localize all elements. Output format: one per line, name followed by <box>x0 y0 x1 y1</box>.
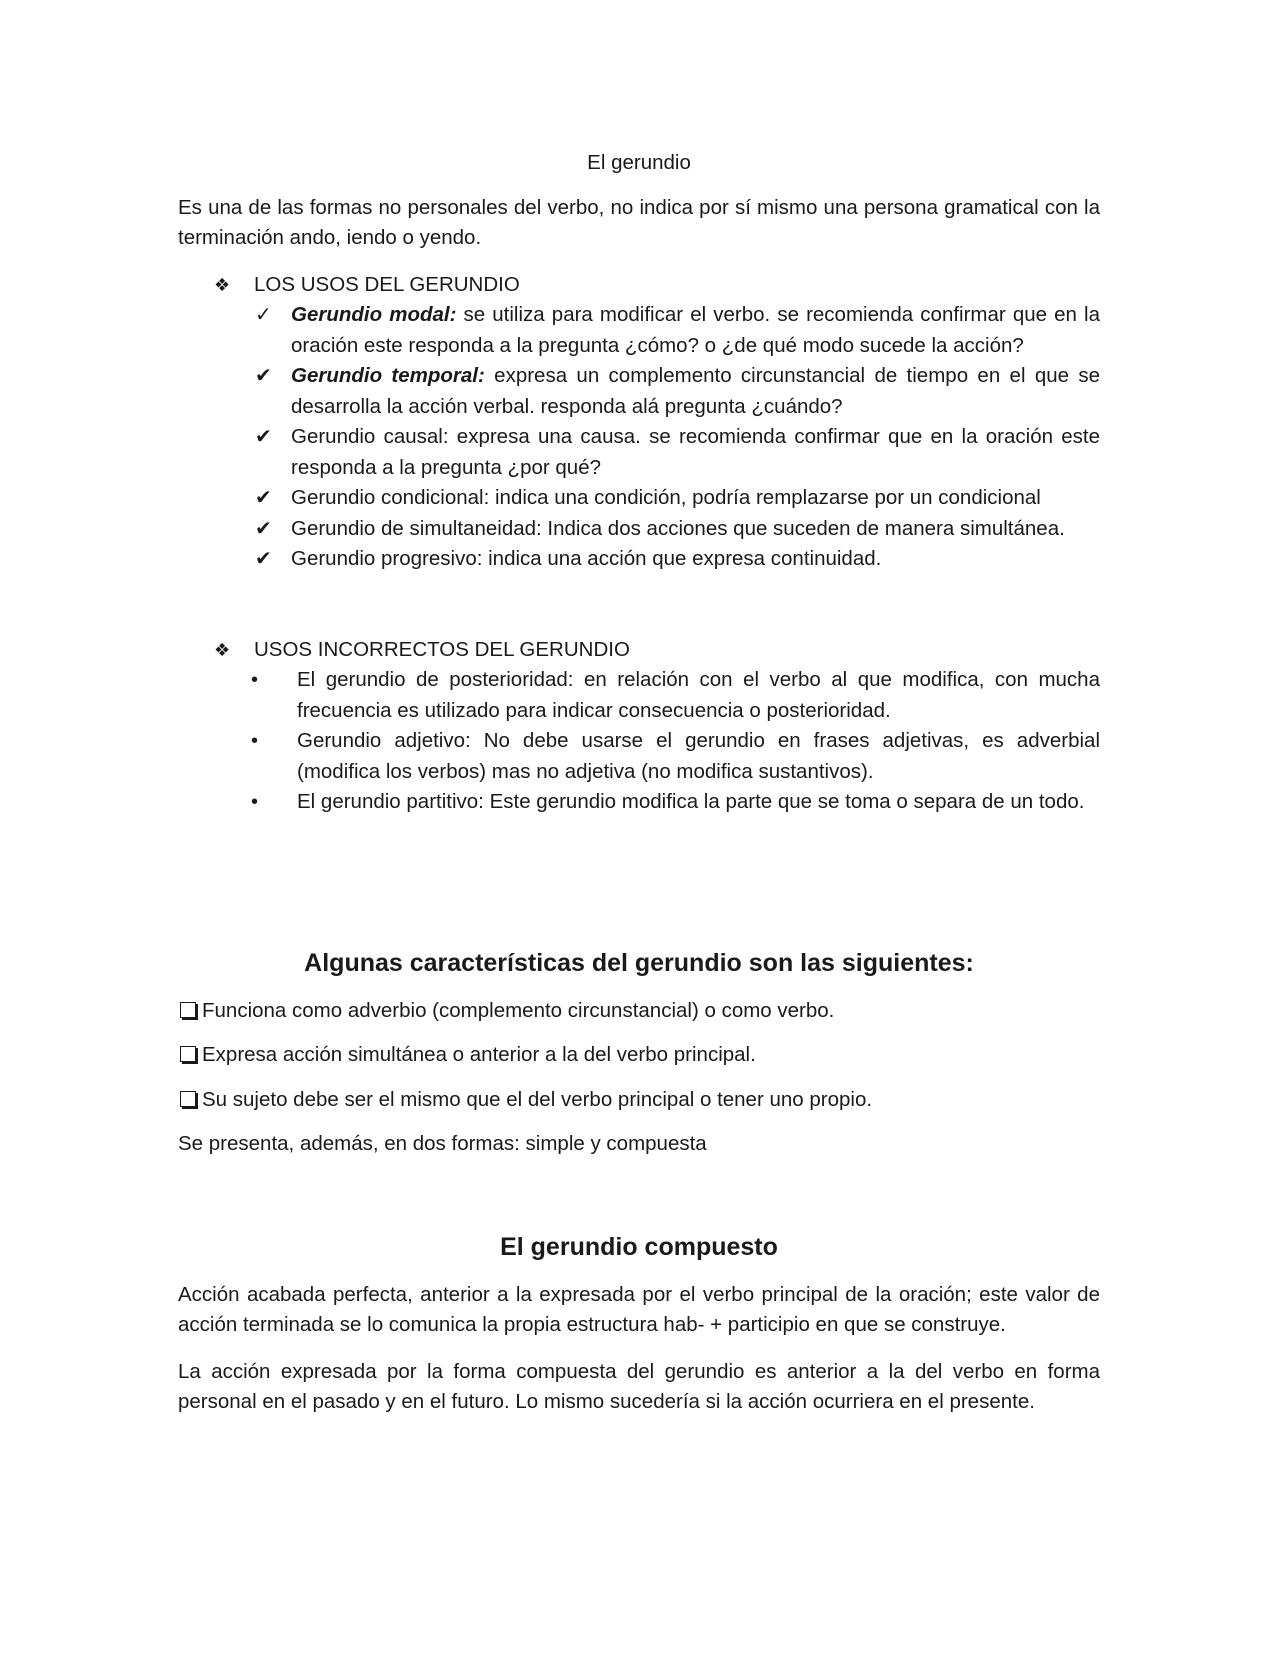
incorrectos-section <box>178 635 1100 818</box>
item-text: Expresa acción simultánea o anterior a la del verbo principal. <box>202 1043 756 1066</box>
item-text: Gerundio adjetivo: No debe usarse el gerundio en frases adjetivas, es adverbial (modifica los verbos) mas no adjetiva (no modifica sustantivos). <box>297 729 1100 783</box>
intro-paragraph: Es una de las formas no personales del verbo, no indica por sí mismo una persona gramatical con la terminación ando, iendo o yendo. <box>178 195 1100 249</box>
checkbox-icon <box>180 1091 196 1107</box>
item-text: Gerundio progresivo: indica una acción que expresa continuidad. <box>291 547 882 570</box>
compuesto-heading: El gerundio compuesto <box>500 1232 778 1261</box>
list-item <box>178 726 1100 787</box>
usos-heading: LOS USOS DEL GERUNDIO <box>254 272 520 296</box>
list-item <box>178 422 1100 483</box>
incorrectos-heading-row <box>178 635 1100 666</box>
caracteristica-item <box>178 996 1100 1027</box>
diamond-bullet-icon: ❖ <box>214 274 231 295</box>
spacer <box>178 575 1100 635</box>
list-item <box>178 483 1100 514</box>
check-icon: ✔ <box>255 487 272 509</box>
bullet-icon: • <box>251 730 259 752</box>
compuesto-paragraph: La acción expresada por la forma compuesta del gerundio es anterior a la del verbo en forma personal en el pasado y en el futuro. Lo mismo sucedería si la acción ocurriera en el presente. <box>178 1359 1100 1413</box>
check-icon: ✔ <box>255 365 272 387</box>
document-title: El gerundio <box>587 151 691 174</box>
usos-section <box>178 270 1100 575</box>
incorrectos-heading: USOS INCORRECTOS DEL GERUNDIO <box>254 637 630 661</box>
item-text: Funciona como adverbio (complemento circunstancial) o como verbo. <box>202 998 835 1022</box>
caracteristicas-heading: Algunas características del gerundio son las siguientes: <box>304 948 974 977</box>
list-item <box>178 787 1100 818</box>
bullet-icon: • <box>251 669 259 691</box>
incorrectos-list <box>178 665 1100 818</box>
caracteristicas-closing: Se presenta, además, en dos formas: simple y compuesta <box>178 1132 707 1155</box>
item-lead: Gerundio temporal: <box>291 364 485 387</box>
item-text: Gerundio condicional: indica una condición, podría remplazarse por un condicional <box>291 486 1041 509</box>
item-text: expresa un complemento circunstancial de tiempo en el que se desarrolla la acción verbal. responda alá pregunta ¿cuándo? <box>291 364 1100 418</box>
list-item <box>178 300 1100 361</box>
item-text: Gerundio de simultaneidad: Indica dos acciones que suceden de manera simultánea. <box>291 516 1065 540</box>
item-text: El gerundio de posterioridad: en relación con el verbo al que modifica, con mucha frecuencia es utilizado para indicar consecuencia o posterioridad. <box>297 668 1100 722</box>
spacer <box>178 818 1100 946</box>
item-lead: Gerundio modal: <box>291 303 457 326</box>
document-body <box>178 148 1100 1434</box>
list-item <box>178 361 1100 422</box>
list-item <box>178 514 1100 545</box>
list-item <box>178 544 1100 575</box>
item-text: Gerundio causal: expresa una causa. se recomienda confirmar que en la oración este responda a la pregunta ¿por qué? <box>291 425 1100 479</box>
usos-heading-row <box>178 270 1100 301</box>
bullet-icon: • <box>251 791 259 813</box>
check-icon: ✔ <box>255 426 272 448</box>
item-text: se utiliza para modificar el verbo. se recomienda confirmar que en la oración este responda a la pregunta ¿cómo? o ¿de qué modo sucede la acción? <box>291 303 1101 357</box>
checkbox-icon <box>180 1002 196 1018</box>
usos-list <box>178 300 1100 575</box>
checkbox-icon <box>180 1046 196 1062</box>
check-icon: ✔ <box>255 517 272 540</box>
item-text: Su sujeto debe ser el mismo que el del verbo principal o tener uno propio. <box>202 1087 873 1111</box>
list-item <box>178 665 1100 726</box>
spacer <box>178 1176 1100 1230</box>
diamond-bullet-icon: ❖ <box>214 639 231 660</box>
caracteristica-item <box>178 1040 1100 1071</box>
compuesto-paragraph: Acción acabada perfecta, anterior a la expresada por el verbo principal de la oración; este valor de acción terminada se lo comunica la propia estructura hab- + participio en que se construye. <box>178 1282 1100 1336</box>
caracteristica-item <box>178 1085 1100 1116</box>
check-icon: ✔ <box>255 548 272 570</box>
check-icon: ✓ <box>255 304 272 326</box>
item-text: El gerundio partitivo: Este gerundio modifica la parte que se toma o separa de un todo. <box>297 790 1085 813</box>
